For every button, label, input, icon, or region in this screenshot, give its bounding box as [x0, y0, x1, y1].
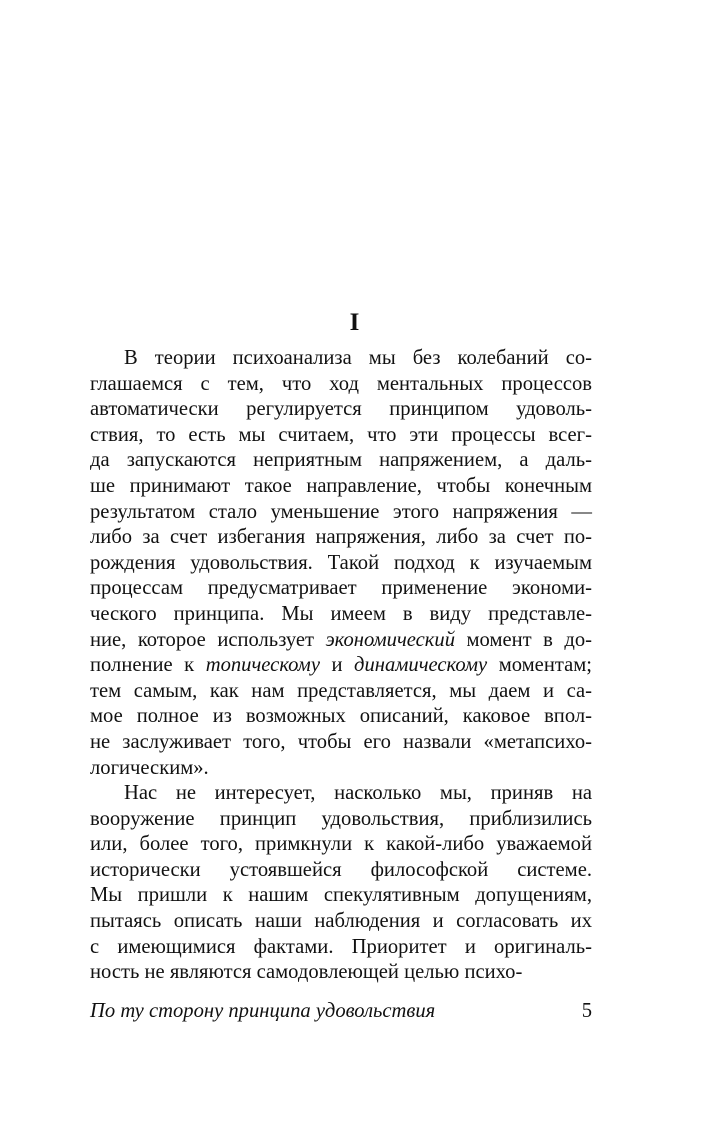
text-line — [90, 832, 592, 858]
text-run: полнение к — [90, 654, 206, 677]
text-run: момент в до- — [455, 628, 593, 651]
text-line — [90, 883, 592, 909]
text-line — [90, 935, 592, 961]
text-run: процессам предусматривает применение экономи- — [90, 577, 592, 600]
text-run: логическим». — [90, 756, 209, 779]
text-line — [90, 551, 592, 577]
text-run: автоматически регулируется принципом удоволь- — [90, 398, 592, 421]
text-line — [90, 525, 592, 551]
italic-term: экономический — [325, 628, 456, 651]
chapter-heading: I — [349, 309, 360, 336]
text-line — [90, 909, 592, 935]
paragraph — [90, 346, 592, 781]
text-run: либо за счет избегания напряжения, либо за счет по- — [90, 526, 592, 549]
italic-term: динамическому — [354, 654, 488, 677]
text-line — [90, 423, 592, 449]
text-line — [90, 807, 592, 833]
text-run: не заслуживает того, чтобы его назвали «метапсихо- — [90, 730, 592, 753]
text-run: ческого принципа. Мы имеем в виду представле- — [90, 602, 592, 625]
text-line — [90, 474, 592, 500]
text-run: моментам; — [487, 654, 592, 677]
text-run: рождения удовольствия. Такой подход к изучаемым — [90, 551, 592, 574]
text-run: исторически устоявшейся философской системе. — [90, 858, 592, 881]
text-run: с имеющимися фактами. Приоритет и оригиналь- — [90, 935, 592, 958]
text-run: Нас не интересует, насколько мы, приняв на — [124, 782, 592, 805]
italic-term: топическому — [205, 654, 320, 677]
text-run: ствия, то есть мы считаем, что эти процессы всег- — [90, 423, 592, 446]
text-run: ность не являются самодовлеющей целью психо- — [90, 961, 523, 984]
running-title: По ту сторону принципа удовольствия — [90, 1000, 436, 1022]
text-run: и — [319, 654, 355, 677]
text-line — [90, 448, 592, 474]
paragraph — [90, 781, 592, 986]
text-line — [90, 397, 592, 423]
text-line — [90, 346, 592, 372]
text-line — [90, 628, 592, 654]
text-line — [90, 858, 592, 884]
page-footer — [90, 996, 592, 1026]
text-run: глашаемся с тем, что ход ментальных процессов — [90, 372, 592, 395]
text-run: пытаясь описать наши наблюдения и согласовать их — [90, 910, 592, 933]
text-line — [90, 756, 592, 782]
text-run: ше принимают такое направление, чтобы конечным — [90, 474, 592, 497]
text-line — [90, 704, 592, 730]
text-line — [90, 500, 592, 526]
text-line — [90, 602, 592, 628]
text-run: Мы пришли к нашим спекулятивным допущениям, — [90, 884, 592, 907]
text-run: результатом стало уменьшение этого напряжения — — [90, 500, 592, 523]
text-run: В теории психоанализа мы без колебаний со- — [124, 347, 592, 369]
text-line — [90, 960, 592, 986]
text-run: тем самым, как нам представляется, мы даем и са- — [90, 679, 592, 702]
text-run: вооружение принцип удовольствия, приблизились — [90, 807, 592, 830]
text-line — [90, 653, 592, 679]
body-text — [90, 346, 592, 986]
text-line — [90, 576, 592, 602]
text-line — [90, 730, 592, 756]
text-line — [90, 372, 592, 398]
text-run: да запускаются неприятным напряжением, а даль- — [90, 449, 592, 472]
text-line — [90, 679, 592, 705]
text-line — [90, 781, 592, 807]
text-run: мое полное из возможных описаний, каковое впол- — [90, 705, 592, 728]
text-run: ние, которое использует — [90, 628, 326, 651]
text-run: или, более того, примкнули к какой-либо уважаемой — [90, 833, 592, 856]
page-number: 5 — [581, 1000, 592, 1022]
